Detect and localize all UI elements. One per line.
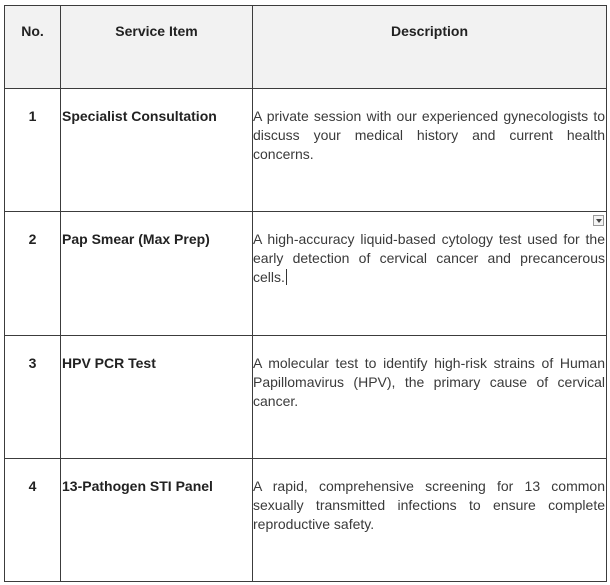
row-number-cell[interactable] (5, 335, 61, 458)
row-number-cell[interactable] (5, 458, 61, 581)
row-number: 4 (28, 477, 37, 494)
service-item-cell[interactable] (61, 458, 253, 581)
services-table (4, 5, 607, 582)
service-description: A private session with our experienced gynecologists to discuss your medical history and current health concerns. (253, 108, 605, 163)
table-row (5, 212, 607, 335)
text-cursor (286, 269, 287, 285)
service-item-cell[interactable] (61, 335, 253, 458)
service-item-cell[interactable] (61, 89, 253, 212)
service-description: A molecular test to identify high-risk strains of Human Papillomavirus (HPV), the primary cause of cervical cancer. (253, 354, 605, 409)
header-cell-description[interactable] (253, 6, 607, 89)
table-row (5, 458, 607, 581)
row-number: 3 (28, 354, 37, 371)
service-item-name: 13-Pathogen STI Panel (62, 477, 213, 494)
description-cell[interactable] (253, 89, 607, 212)
description-cell-active[interactable] (253, 212, 607, 335)
header-cell-no[interactable] (5, 6, 61, 89)
chevron-down-icon[interactable] (593, 215, 604, 226)
service-item-cell[interactable] (61, 212, 253, 335)
row-number: 1 (28, 108, 37, 125)
table-row (5, 335, 607, 458)
table-row (5, 89, 607, 212)
service-item-name: HPV PCR Test (62, 354, 156, 371)
header-cell-item[interactable] (61, 6, 253, 89)
table-header-row (5, 6, 607, 89)
row-number: 2 (28, 231, 37, 248)
service-item-name: Specialist Consultation (62, 108, 217, 125)
row-number-cell[interactable] (5, 89, 61, 212)
service-item-name: Pap Smear (Max Prep) (62, 231, 210, 248)
description-cell[interactable] (253, 458, 607, 581)
service-description: A high-accuracy liquid-based cytology test used for the early detection of cervical cancer and precancerous cells. (253, 231, 605, 286)
row-number-cell[interactable] (5, 212, 61, 335)
header-no-label: No. (21, 23, 44, 39)
header-description-label: Description (390, 23, 468, 39)
service-description: A rapid, comprehensive screening for 13 common sexually transmitted infections to ensure complete reproductive safety. (253, 477, 605, 532)
header-item-label: Service Item (115, 23, 198, 39)
description-cell[interactable] (253, 335, 607, 458)
